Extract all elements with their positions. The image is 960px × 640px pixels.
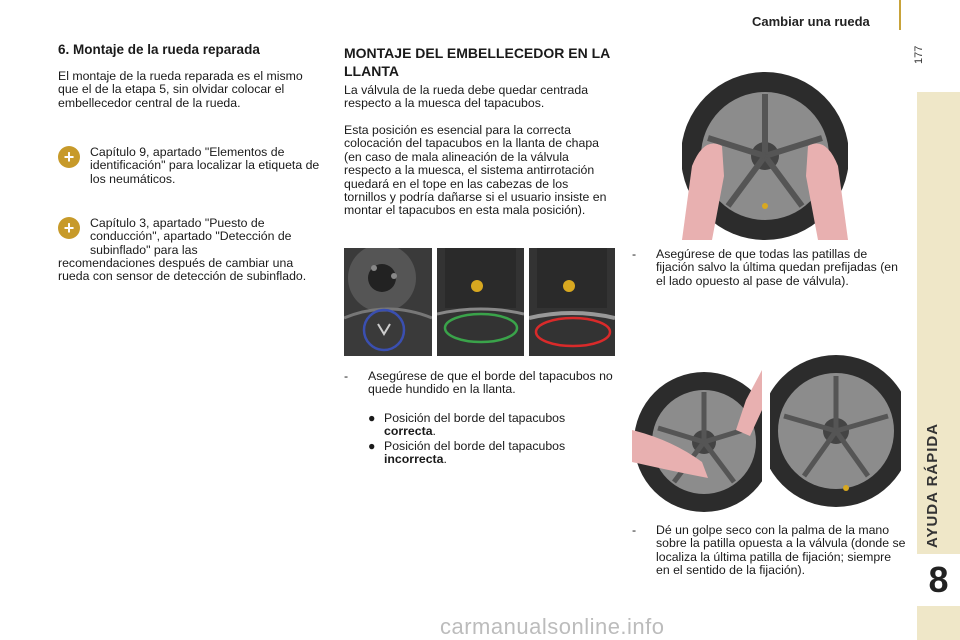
plus-icon: + [58, 146, 80, 168]
dash-item-edge: - Asegúrese de que el borde del tapacubos no quede hundido en la llanta. [344, 370, 616, 397]
reference-note-1 [58, 146, 324, 186]
caption-prefix-text: Asegúrese de que todas las patillas de fijación salvo la última quedan prefijadas (en el lado opuesto al pase de válvula). [656, 247, 898, 288]
mounted-wheel-illustration [770, 350, 901, 512]
photo-incorrect-position [529, 248, 615, 356]
bullet-correct-text: Posición del borde del tapacubos correcta. [384, 411, 566, 439]
caption-prefix: - Asegúrese de que todas las patillas de fijación salvo la última quedan prefijadas (en el lado opuesto al pase de válvula). [632, 248, 906, 288]
section-title: Cambiar una rueda [752, 14, 870, 29]
left-intro: El montaje de la rueda reparada es el mismo que el de la etapa 5, sin olvidar colocar el embellecedor central de la rueda. [58, 69, 303, 110]
caption-strike-text: Dé un golpe seco con la palma de la mano sobre la patilla opuesta a la válvula (donde se localiza la última patilla de fijación; siempre en el sentido de la fijación). [656, 523, 906, 578]
bullet-correct: ● Posición del borde del tapacubos correcta. [368, 412, 616, 439]
valve-alignment-illustration [344, 248, 432, 356]
reference-text-1: Capítulo 9, apartado "Elementos de identificación" para localizar la etiqueta de los neumáticos. [90, 145, 320, 186]
left-heading: 6. Montaje de la rueda reparada [58, 42, 260, 57]
dash-item-text: Asegúrese de que el borde del tapacubos no quede hundido en la llanta. [368, 369, 613, 397]
hands-on-wheel-illustration [682, 46, 848, 240]
photo-hand-strike [632, 350, 762, 512]
reference-note-2 [58, 217, 324, 257]
page-number: 177 [913, 45, 925, 64]
reference-text-2: Capítulo 3, apartado "Puesto de conducción", apartado "Detección de subinflado" para las [90, 216, 292, 257]
chapter-tab [917, 554, 960, 606]
middle-paragraph-1: La válvula de la rueda debe quedar centrada respecto a la muesca del tapacubos. [344, 83, 589, 111]
middle-heading: MONTAJE DEL EMBELLECEDOR EN LA LLANTA [344, 45, 610, 79]
incorrect-position-illustration [529, 248, 615, 356]
chapter-number: 8 [928, 559, 949, 600]
correct-position-illustration [437, 248, 524, 356]
caption-strike: - Dé un golpe seco con la palma de la mano sobre la patilla opuesta a la válvula (donde se localiza la última patilla de fijación; siempre en el sentido de la fijación). [632, 524, 908, 578]
sidebar-title: AYUDA RÁPIDA [924, 422, 941, 548]
middle-paragraph-2: Esta posición es esencial para la correcta colocación del tapacubos en la llanta de chapa (en caso de mala alineación de la válvula respecto a la muesca, el sistema antirrotación quedará en el tope en las cabezas de los tornillos y podría dañarse si el usuario insiste en montar el tapacubos en esta mala posición). [344, 123, 607, 218]
header-rule [899, 0, 901, 30]
photo-valve-alignment [344, 248, 432, 356]
hand-strike-illustration [632, 350, 762, 512]
photo-wheel-mounted [770, 350, 901, 512]
watermark: carmanualsonline.info [440, 614, 665, 639]
photo-correct-position [437, 248, 524, 356]
plus-icon: + [58, 217, 80, 239]
bullet-incorrect: ● Posición del borde del tapacubos incorrecta. [368, 440, 616, 467]
reference-text-2-continued: recomendaciones después de cambiar una rueda con sensor de detección de subinflado. [58, 256, 307, 284]
bullet-incorrect-text: Posición del borde del tapacubos incorrecta. [384, 439, 566, 467]
photo-hands-prefix [682, 46, 848, 240]
